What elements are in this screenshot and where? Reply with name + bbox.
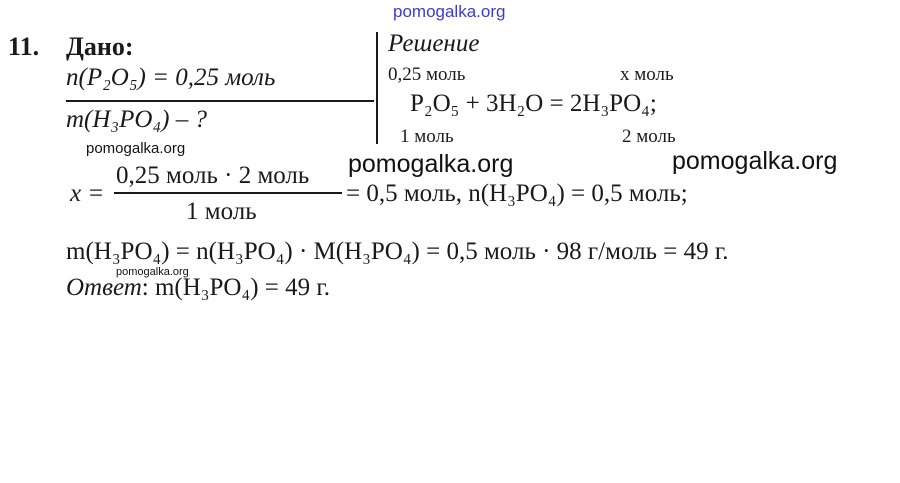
fraction-lhs: x = <box>70 180 105 207</box>
answer-label: Ответ <box>66 274 142 301</box>
solution-title: Решение <box>388 30 480 57</box>
reaction-equation: P₂O₅ + 3H₂O = 2H₃PO₄; <box>410 90 657 117</box>
section-separator <box>376 32 378 144</box>
reaction-above-left: 0,25 моль <box>388 64 466 85</box>
reaction-above-right: x моль <box>620 64 674 85</box>
watermark-given: pomogalka.org <box>86 140 186 157</box>
fraction-result: = 0,5 моль, n(H₃PO₄) = 0,5 моль; <box>346 180 688 207</box>
watermark-top: pomogalka.org <box>393 2 506 21</box>
reaction-below-right: 2 моль <box>622 126 676 147</box>
watermark-mid-left: pomogalka.org <box>348 150 514 178</box>
watermark-mid-right: pomogalka.org <box>672 147 838 175</box>
problem-number: 11. <box>8 32 40 61</box>
given-line-1: n(P₂O₅) = 0,25 моль <box>66 64 276 91</box>
given-line-2: m(H₃PO₄) – ? <box>66 106 207 133</box>
given-divider <box>66 100 374 102</box>
answer-text: : m(H₃PO₄) = 49 г. <box>141 274 331 301</box>
fraction-numerator: 0,25 моль · 2 моль <box>116 162 310 189</box>
watermark-tiny: pomogalka.org <box>116 266 189 278</box>
mass-calculation: m(H₃PO₄) = n(H₃PO₄) · M(H₃PO₄) = 0,5 моль · 98 г/моль = 49 г. <box>66 238 729 265</box>
fraction-bar <box>114 192 342 194</box>
given-title: Дано: <box>66 32 134 61</box>
reaction-below-left: 1 моль <box>400 126 454 147</box>
fraction-denominator: 1 моль <box>186 198 257 225</box>
answer-line <box>66 274 330 302</box>
